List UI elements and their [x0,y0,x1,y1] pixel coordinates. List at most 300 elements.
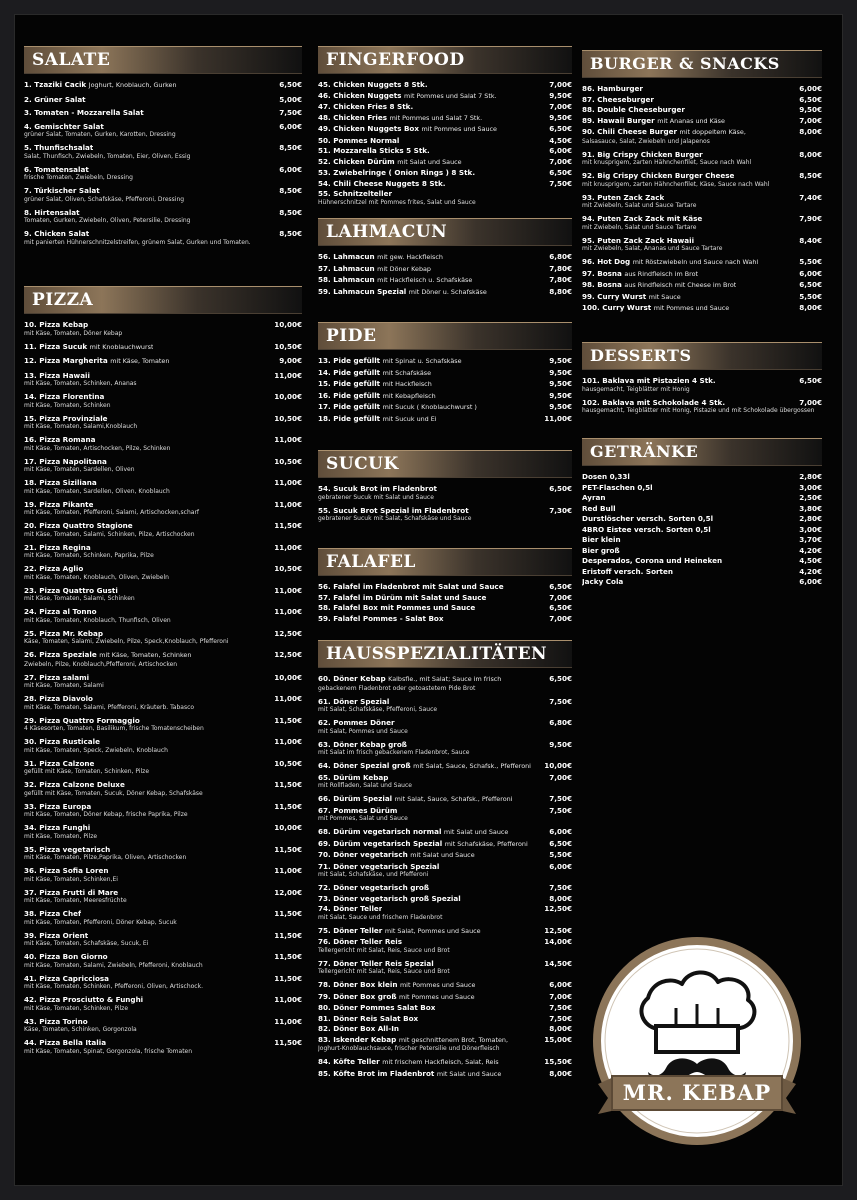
menu-item-row [318,1024,572,1034]
menu-item-description: mit Käse, Tomaten, Sardellen, Oliven, Knoblauch [24,487,170,495]
menu-item-name [24,320,88,330]
menu-item-name [24,500,93,510]
menu-item-row [24,823,302,833]
menu-item-price: 9,50€ [549,390,572,400]
menu-item-name [24,759,94,769]
menu-item-row [582,193,822,203]
menu-item-row [24,1038,302,1048]
menu-item-title: 34. Pizza Funghi [24,823,91,832]
menu-item-name [582,116,725,127]
menu-item-price: 2,80€ [799,514,822,523]
menu-item-name [318,980,475,991]
item-list [24,320,302,1059]
menu-item-name [582,150,703,160]
menu-item-title: 56. Lahmacun [318,252,375,261]
menu-item-price: 6,50€ [799,280,822,289]
menu-item-name [582,257,758,268]
menu-item-inline-desc: mit Döner Kebap [377,264,431,273]
menu-item-row [318,894,572,904]
menu-item-title: 95. Puten Zack Zack Hawaii [582,235,695,245]
menu-item-title: 13. Pide gefüllt [318,356,381,365]
menu-item-row [318,102,572,112]
menu-item-inline-desc: Kalbsfle., mit Salat; Sauce im frisch [388,675,502,683]
menu-item-row [318,356,572,367]
menu-item [24,229,302,250]
menu-item-price: 10,00€ [274,823,302,832]
menu-item [318,80,572,90]
menu-item-title: 101. Baklava mit Pistazien 4 Stk. [582,376,716,385]
column-left [24,46,302,1060]
menu-item [24,320,302,341]
menu-item-name [318,189,392,199]
section-title: GETRÄNKE [582,438,822,466]
menu-item-row [318,992,572,1003]
menu-item-price: 9,50€ [549,356,572,365]
menu-item-description: grüner Salat, Oliven, Schafskäse, Pfefferoni, Dressing [24,195,185,203]
menu-item-row [318,287,572,298]
menu-item-row [24,457,302,467]
menu-item [318,414,572,425]
menu-item-name [582,535,621,545]
menu-item-price: 7,50€ [549,805,572,815]
menu-item-title: 73. Döner vegetarisch groß Spezial [318,893,461,903]
menu-item-title: 66. Dürüm Spezial [318,794,393,803]
menu-item-inline-desc: mit Döner u. Schafskäse [408,287,487,296]
menu-item-title: 86. Hamburger [582,84,643,93]
menu-item-description: frische Tomaten, Zwiebeln, Dressing [24,174,133,181]
menu-item [24,108,302,121]
menu-item-name [24,435,95,445]
menu-item-price: 7,00€ [799,115,822,125]
menu-item-inline-desc: mit Schafskäse [382,368,432,377]
menu-item-name [24,1017,88,1027]
menu-item-title: 75. Döner Teller [318,925,383,935]
menu-item [24,586,302,607]
menu-item-description: mit Käse, Tomaten, Artischocken, Pilze, Schinken [24,444,171,452]
menu-item-row [24,974,302,984]
menu-item-row [24,435,302,445]
menu-item-price: 11,50€ [274,952,302,961]
menu-item [318,1035,572,1057]
menu-item [24,888,302,909]
menu-item [318,980,572,991]
menu-item-name [318,102,413,112]
menu-item-name [318,1069,501,1080]
menu-item-name [318,839,528,850]
menu-item [24,143,302,164]
menu-item-row [318,827,572,838]
menu-item-price: 10,00€ [274,320,302,329]
menu-item-row [318,179,572,189]
menu-item [318,1014,572,1024]
menu-item-price: 6,50€ [549,484,572,493]
menu-item [318,850,572,861]
menu-item [318,168,572,178]
menu-item-title: 54. Chili Cheese Nuggets 8 Stk. [318,178,446,188]
menu-item-row [318,1003,572,1013]
menu-item-price: 11,00€ [274,542,302,552]
menu-item-price: 9,50€ [549,739,572,749]
menu-item-row [318,773,572,783]
menu-item-title: 53. Zwiebelringe ( Onion Rings ) 8 Stk. [318,168,476,177]
menu-item-row [24,143,302,153]
menu-item-price: 12,00€ [274,887,302,897]
menu-item [582,236,822,257]
menu-item-price: 6,50€ [549,674,572,683]
menu-item-title: Red Bull [582,503,616,513]
menu-item [318,136,572,146]
section-title: SUCUK [318,450,572,478]
menu-item-description: mit Zwiebeln, Salat und Sauce Tartare [582,223,697,231]
menu-item-price: 4,50€ [799,556,822,565]
menu-item-name [582,292,681,303]
menu-item-title: 1. Tzaziki Cacik [24,80,87,89]
menu-item-price: 11,00€ [274,694,302,703]
menu-item-price: 6,50€ [799,376,822,385]
menu-item-row [318,839,572,850]
menu-item [318,484,572,505]
menu-item-title: 21. Pizza Regina [24,542,91,552]
menu-item-price: 12,50€ [274,650,302,659]
menu-item-row [24,356,302,367]
menu-item-name [582,269,698,280]
menu-item-description: mit Käse, Tomaten, Döner Kebap [24,329,123,337]
menu-item [318,593,572,603]
menu-item [24,80,302,94]
menu-item-title: 69. Dürüm vegetarisch Spezial [318,838,443,848]
menu-item-price: 6,00€ [279,121,302,131]
menu-item-row [24,845,302,855]
chef-hat-mustache-logo-icon [592,936,802,1146]
menu-item-name [318,391,436,402]
menu-item [582,150,822,171]
section-sucuk [318,450,572,548]
menu-item-price: 8,80€ [549,286,572,296]
menu-item [24,186,302,207]
menu-item [582,257,822,268]
menu-item-name [318,582,504,592]
menu-item-price: 7,80€ [549,275,572,284]
menu-item-name [24,629,103,639]
menu-item [582,546,822,556]
section-title: HAUSSPEZIALITÄTEN [318,640,572,668]
menu-item [24,342,302,356]
menu-item-description: mit Käse, Tomaten, Schinken, Paprika, Pilze [24,552,154,559]
menu-item [24,564,302,585]
menu-item-name [318,718,395,728]
menu-item-description: mit Pommes, Salat und Sauce [318,815,408,822]
menu-item-price: 4,20€ [799,545,822,555]
menu-item-title: 42. Pizza Prosciutto & Funghi [24,995,144,1004]
menu-item [24,165,302,186]
menu-item-price: 14,00€ [544,937,572,946]
menu-item [318,904,572,925]
menu-item-name [582,525,711,535]
menu-item-title: 12. Pizza Margherita [24,356,108,365]
menu-item-price: 11,50€ [274,521,302,530]
menu-item-title: 56. Falafel im Fladenbrot mit Salat und Sauce [318,582,504,591]
menu-item-price: 10,00€ [274,672,302,682]
menu-item-description: gefüllt mit Käse, Tomaten, Schinken, Pilze [24,768,150,775]
menu-item-description: mit knusprigem, zarten Hähnchenfilet, Sauce nach Wahl [582,159,752,166]
menu-item-row [24,108,302,118]
menu-item [318,506,572,527]
menu-item-price: 5,50€ [799,291,822,301]
menu-item-row [582,95,822,105]
menu-item-title: 15. Pizza Provinziale [24,413,108,423]
menu-item-title: 70. Döner vegetarisch [318,850,408,859]
menu-item [24,208,302,229]
menu-item [318,603,572,613]
menu-item [24,1038,302,1059]
menu-item-row [24,320,302,330]
menu-item-description: mit Käse, Tomaten, Schinken, Pfefferoni, Oliven, Artischock. [24,983,203,990]
menu-item-price: 9,50€ [799,105,822,114]
menu-item-name [318,136,399,146]
menu-item-inline-desc: mit Salat, Sauce, Schafsk., Pfefferoni [394,795,513,803]
menu-item-price: 6,00€ [799,577,822,586]
menu-item-name [582,171,734,181]
menu-item-name [24,802,91,812]
menu-item-row [318,806,572,816]
menu-item-name [318,80,428,90]
menu-item-name [24,823,90,833]
menu-item-title: 82. Döner Box All-In [318,1024,399,1033]
menu-item-price: 6,50€ [549,124,572,133]
menu-item-title: 68. Dürüm vegetarisch normal [318,827,442,836]
section-title: BURGER & SNACKS [582,50,822,78]
menu-item-price: 6,50€ [549,838,572,848]
menu-item-price: 8,50€ [799,171,822,180]
menu-item-name [24,356,169,367]
menu-item-name [318,773,388,783]
menu-item-inline-desc: mit Salat und Sauce [443,828,509,836]
menu-item-price: 8,00€ [549,893,572,903]
menu-item-price: 7,00€ [549,592,572,602]
menu-item-row [318,697,572,707]
menu-item-title: 84. Köfte Teller [318,1057,380,1066]
menu-item-price: 8,00€ [549,1024,572,1033]
menu-item-price: 11,00€ [274,737,302,746]
menu-item-title: 64. Döner Spezial groß [318,761,411,770]
menu-item [24,759,302,780]
menu-item-inline-desc: mit Röstzwiebeln und Sauce nach Wahl [632,258,759,266]
menu-item-name [318,368,431,379]
menu-item [582,116,822,127]
menu-item-title: 55. Sucuk Brot Spezial im Fladenbrot [318,505,469,515]
menu-item-row [24,564,302,574]
menu-item-title: Durstlöscher versch. Sorten 0,5l [582,514,714,523]
item-list [582,472,822,587]
menu-item-row [24,716,302,726]
menu-item [318,937,572,958]
menu-item-description: mit Käse, Tomaten, Schafskäse, Sucuk, Ei [24,940,149,947]
menu-item-name [582,303,729,314]
menu-item-name [318,862,439,872]
menu-item-description: mit Käse, Tomaten, Schinken, Pilze [24,1004,129,1012]
menu-item [582,214,822,235]
menu-item-row [24,737,302,747]
item-list [318,582,572,623]
logo-text: MR. KEBAP [622,1080,772,1105]
menu-item-row [318,718,572,728]
menu-item-title: 78. Döner Box klein [318,980,398,989]
menu-item-price: 7,00€ [549,102,572,111]
menu-item-name [318,904,382,914]
menu-item-title: 89. Hawaii Burger [582,115,655,125]
menu-item [582,504,822,514]
menu-item-name [24,95,86,105]
menu-item-title: 71. Döner vegetarisch Spezial [318,861,440,871]
menu-item-price: 11,50€ [274,909,302,918]
menu-item-inline-desc: aus Rindfleisch im Brot [624,269,699,278]
menu-item-price: 11,50€ [274,1038,302,1047]
menu-item-inline-desc: mit Hackfleisch [382,380,432,388]
menu-item-description: grüner Salat, Tomaten, Gurken, Karotten, Dressing [24,131,176,138]
menu-item [318,740,572,761]
menu-item-description: mit Käse, Tomaten, Salami [24,682,104,689]
menu-item-row [582,269,822,280]
menu-item-row [318,484,572,494]
menu-item-row [24,694,302,704]
menu-item [582,292,822,303]
menu-item [318,91,572,102]
menu-item-title: 67. Pommes Dürüm [318,805,398,815]
menu-item [318,1057,572,1068]
menu-item-price: 6,50€ [799,94,822,104]
menu-item-title: 58. Falafel Box mit Pommes und Sauce [318,603,476,612]
menu-item-name [24,952,108,962]
menu-item [318,264,572,275]
menu-item-row [24,866,302,876]
menu-item-row [24,650,302,661]
menu-item [318,157,572,168]
menu-item-name [24,457,107,467]
menu-item-title: 98. Bosna [582,280,622,289]
menu-item-name [582,472,630,482]
menu-item-title: 22. Pizza Aglio [24,564,84,573]
menu-item-row [582,493,822,503]
menu-item-inline-desc: mit Salat und Sauce [436,1069,502,1078]
menu-item [582,556,822,566]
menu-item-price: 15,50€ [544,1057,572,1066]
item-list [24,80,302,250]
menu-item-name [582,84,643,94]
menu-item-row [318,146,572,156]
menu-item [582,577,822,587]
menu-item-title: 5. Thunfischsalat [24,143,94,152]
menu-item-description: hausgemacht, Teigblätter mit Honig [582,385,690,393]
menu-item-name [24,716,140,726]
menu-item-price: 14,50€ [544,958,572,968]
menu-item [24,650,302,672]
menu-item [318,773,572,794]
menu-item [24,802,302,823]
menu-item-title: 31. Pizza Calzone [24,758,95,768]
menu-item [582,193,822,214]
menu-item-price: 12,50€ [544,925,572,935]
menu-item [24,845,302,866]
menu-item-inline-desc: mit geschnittenem Brot, Tomaten, [398,1035,508,1044]
menu-item-description: mit Käse, Tomaten, Knoblauch, Oliven, Zwiebeln [24,573,169,581]
menu-item-row [582,376,822,386]
menu-item-description: mit knusprigem, zarten Hähnchenfilet, Käse, Sauce nach Wahl [582,180,770,188]
menu-item-row [24,122,302,132]
menu-item-description: mit Salat, Schafskäse, Pfefferoni, Sauce [318,706,438,713]
menu-item [24,1017,302,1038]
menu-item-title: 88. Double Cheeseburger [582,105,685,114]
menu-item-title: 97. Bosna [582,268,622,278]
menu-item-description: mit Rollfladen, Salat und Sauce [318,782,412,789]
menu-item-title: 52. Chicken Dürüm [318,156,395,166]
menu-item-price: 10,50€ [274,456,302,466]
menu-item-name [24,108,144,118]
menu-item-row [318,761,572,772]
menu-item-name [24,995,143,1005]
menu-item [24,392,302,413]
menu-item-title: 2. Grüner Salat [24,94,86,104]
menu-item-row [582,567,822,577]
menu-item [582,472,822,482]
menu-item-name [318,91,497,102]
menu-item [318,275,572,286]
menu-item-row [24,414,302,424]
menu-item-price: 8,50€ [279,186,302,195]
menu-item-price: 6,50€ [549,582,572,591]
menu-item-title: 20. Pizza Quattro Stagione [24,521,133,530]
menu-item-price: 6,00€ [549,827,572,836]
menu-item-description: mit Salat, Pommes und Sauce [318,727,408,735]
menu-item-row [582,171,822,181]
menu-item [318,1069,572,1080]
menu-item-price: 7,00€ [799,397,822,407]
menu-item-inline-desc: mit Knoblauchwurst [89,342,154,351]
menu-item-title: 27. Pizza salami [24,672,90,682]
menu-item-row [24,342,302,353]
menu-item-name [318,894,461,904]
menu-item-price: 6,00€ [799,268,822,278]
section-pizza [24,286,302,1059]
menu-item-description: gebratener Sucuk mit Salat, Schafskäse und Sauce [318,515,472,522]
menu-item-price: 7,50€ [549,696,572,706]
menu-item [318,146,572,156]
menu-item-price: 9,50€ [549,112,572,122]
menu-item-title: 83. Iskender Kebap [318,1034,397,1044]
menu-item [318,827,572,838]
menu-item-price: 10,00€ [544,761,572,770]
menu-item-row [318,402,572,413]
menu-item-row [582,535,822,545]
menu-item-price: 8,40€ [799,235,822,245]
menu-item-name [318,937,402,947]
menu-item-row [24,607,302,617]
menu-item-name [318,794,512,805]
menu-item-price: 11,50€ [274,780,302,789]
menu-item-title: 96. Hot Dog [582,257,631,266]
menu-item-row [24,165,302,175]
menu-item-description: mit Käse, Tomaten, Schinken,Ei [24,875,118,883]
menu-item-name [24,931,88,941]
menu-item-price: 11,00€ [274,866,302,875]
menu-item-price: 7,30€ [549,505,572,515]
menu-item-row [582,292,822,303]
menu-item-inline-desc: aus Rindfleisch mit Cheese im Brot [624,281,737,289]
menu-item-price: 8,00€ [549,1068,572,1078]
menu-item-name [582,483,653,493]
menu-item-description: Joghurt-Knoblauchsauce, frischer Petersilie und Dönerfleisch [318,1045,500,1052]
menu-item-name [24,1038,106,1048]
menu-item-description: mit Zwiebeln, Salat, Ananas und Sauce Tartare [582,245,723,252]
